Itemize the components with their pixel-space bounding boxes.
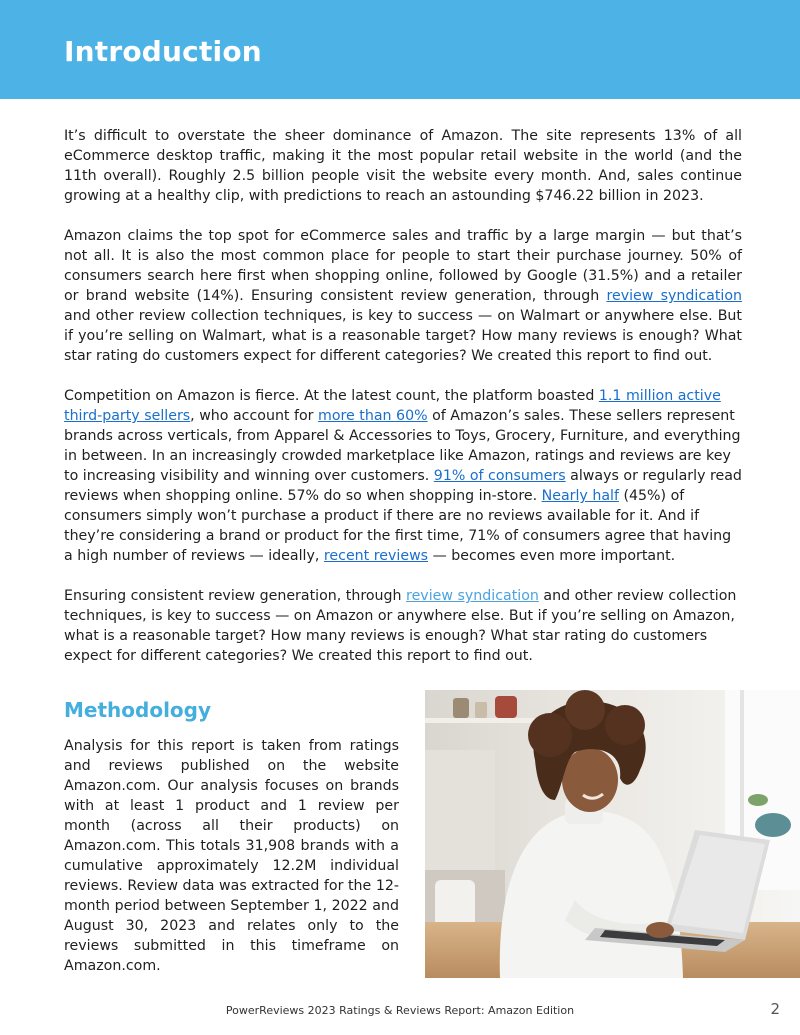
intro-paragraph-1: It’s difficult to overstate the sheer dominance of Amazon. The site represents 13% of all eCommerce desktop traffic, making it the most popular retail website in the world (and the 11th overall). Roughly 2.5 billion people visit the website every month. And, sales continue growing at a healthy clip, with predictions to reach an astounding $746.22 billion in 2023. bbox=[64, 128, 742, 204]
third-party-sellers-link[interactable]: 1.1 million active third-party sellers bbox=[64, 388, 721, 424]
intro-paragraph-4: Ensuring consistent review generation, through review syndication and other review collection techniques, is key to success — on Amazon or anywhere else. But if you’re selling on Amazon, what is a reasonable target? How many reviews is enough? What star rating do customers expect for different categories? We created this report to find out. bbox=[64, 588, 737, 664]
91-percent-consumers-link[interactable]: 91% of consumers bbox=[433, 468, 566, 484]
methodology-section bbox=[64, 698, 399, 976]
page-number: 2 bbox=[770, 1000, 780, 1018]
intro-paragraph-2: Amazon claims the top spot for eCommerce sales and traffic by a large margin — but that’s not all. It is also the most common place for people to start their purchase journey. 50% of consumers search here first when shopping online, followed by Google (31.5%) and a retailer or brand website (14%). Ensuring consistent review generation, through review syndication and other review collection techniques, is key to success — on Walmart or anywhere else. But if you’re selling on Walmart, what is a reasonable target? How many reviews is enough? What star rating do customers expect for different categories? We created this report to find out. bbox=[64, 228, 742, 364]
intro-section bbox=[64, 126, 742, 686]
page-footer: PowerReviews 2023 Ratings & Reviews Report: Amazon Edition bbox=[225, 1004, 575, 1017]
recent-reviews-link[interactable]: recent reviews bbox=[323, 548, 429, 564]
page-header bbox=[0, 0, 800, 99]
review-syndication-link-2[interactable]: review syndication bbox=[406, 588, 539, 604]
more-than-60-link[interactable]: more than 60% bbox=[318, 408, 428, 424]
intro-paragraph-3: Competition on Amazon is fierce. At the latest count, the platform boasted 1.1 million active third-party sellers, who account for more than 60% of Amazon’s sales. These sellers represent brands across verticals, from Apparel & Accessories to Toys, Grocery, Furniture, and everything in between. In an increasingly crowded marketplace like Amazon, ratings and reviews are key to increasing visibility and winning over customers. 91% of consumers always or regularly read reviews when shopping online. 57% do so when shopping in-store. Nearly half (45%) of consumers simply won’t purchase a product if there are no reviews available for it. And if they’re considering a brand or product for the first time, 71% of consumers agree that having a high number of reviews — ideally, recent reviews — becomes even more important. bbox=[64, 388, 742, 564]
nearly-half-link[interactable]: Nearly half bbox=[541, 488, 619, 504]
page-title: Introduction bbox=[64, 35, 262, 68]
review-syndication-link[interactable]: review syndication bbox=[606, 288, 742, 304]
methodology-body: Analysis for this report is taken from ratings and reviews published on the website Amazon.com. Our analysis focuses on brands with at least 1 product and 1 review per month (across all their products) on Amazon.com. This totals 31,908 brands with a cumulative approximately 12.2M individual reviews. Review data was extracted for the 12-month period between September 1, 2022 and August 30, 2023 and relates only to the reviews submitted in this timeframe on Amazon.com. bbox=[64, 738, 399, 974]
woman-laptop-photo bbox=[425, 690, 800, 978]
methodology-heading: Methodology bbox=[64, 698, 212, 722]
